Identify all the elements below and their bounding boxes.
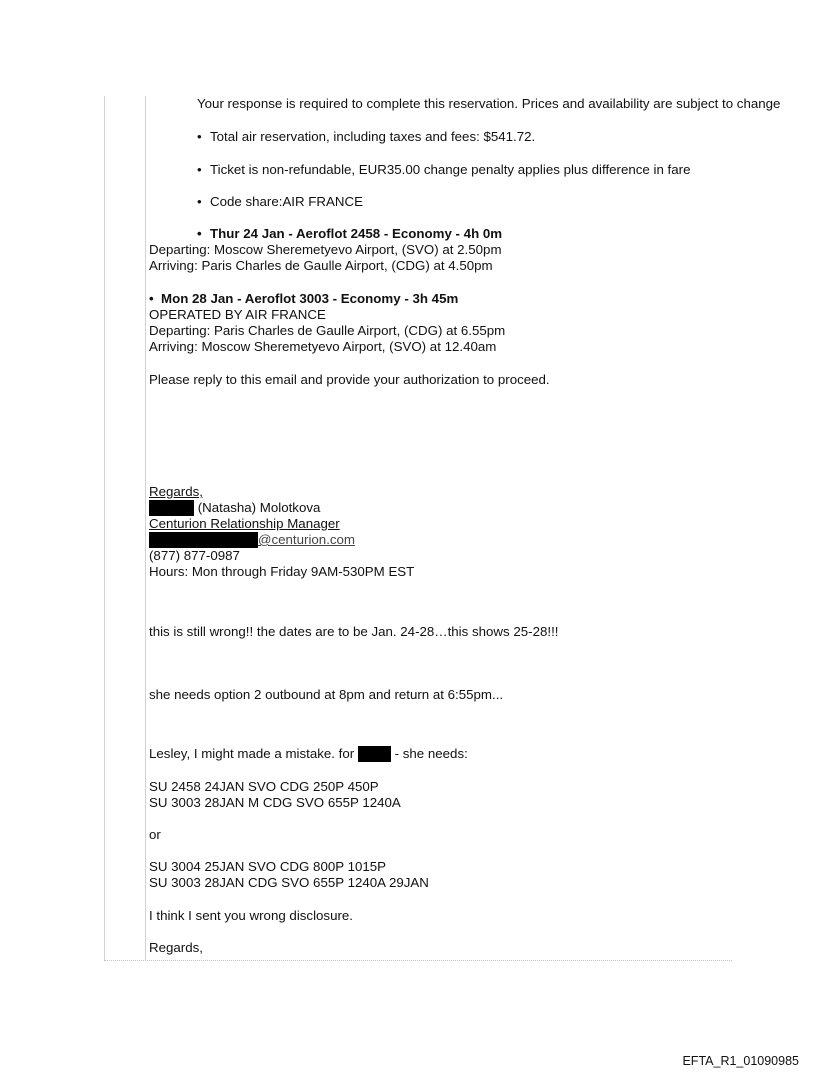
flight2-arriving: Arriving: Moscow Sheremetyevo Airport, (SVO) at 12.40am <box>149 339 497 354</box>
flight1-departing: Departing: Moscow Sheremetyevo Airport, (SVO) at 2.50pm <box>149 242 502 257</box>
flight1-arriving: Arriving: Paris Charles de Gaulle Airport, (CDG) at 4.50pm <box>149 258 493 273</box>
option1-line1: SU 2458 24JAN SVO CDG 250P 450P <box>149 779 379 794</box>
signature-name: (Natasha) Molotkova <box>197 500 321 515</box>
reply3-prefix: Lesley, I might made a mistake. for <box>149 746 355 761</box>
reply1-text: this is still wrong!! the dates are to be Jan. 24-28…this shows 25-28!!! <box>149 624 559 639</box>
message-bottom-divider <box>104 960 732 962</box>
reply3-suffix: - she needs: <box>394 746 468 761</box>
flight2-departing: Departing: Paris Charles de Gaulle Airport, (CDG) at 6.55pm <box>149 323 506 338</box>
quote-bar-outer <box>104 96 105 961</box>
intro-text: Your response is required to complete this reservation. Prices and availability are subject to change <box>197 96 781 111</box>
quote-bar-inner <box>145 96 146 961</box>
or-text: or <box>149 827 161 842</box>
bullet-icon: • <box>197 129 202 144</box>
reply3-intro-line <box>149 746 468 762</box>
flight2-operated: OPERATED BY AIR FRANCE <box>149 307 326 322</box>
bullet-ticket: Ticket is non-refundable, EUR35.00 change penalty applies plus difference in fare <box>210 162 691 177</box>
bullet-icon: • <box>149 291 154 306</box>
signature-email-line <box>149 532 355 548</box>
document-id: EFTA_R1_01090985 <box>682 1054 799 1068</box>
redaction-block <box>149 532 258 548</box>
signature-regards: Regards, <box>149 484 203 499</box>
signature-name-line <box>149 500 320 516</box>
option2-line1: SU 3004 25JAN SVO CDG 800P 1015P <box>149 859 387 874</box>
signature-phone: (877) 877-0987 <box>149 548 240 563</box>
bullet-icon: • <box>197 162 202 177</box>
bullet-icon: • <box>197 194 202 209</box>
bullet-codeshare: Code share:AIR FRANCE <box>210 194 363 209</box>
flight1-header: Thur 24 Jan - Aeroflot 2458 - Economy - 4h 0m <box>210 226 503 241</box>
signature-title: Centurion Relationship Manager <box>149 516 340 531</box>
signature-hours: Hours: Mon through Friday 9AM-530PM EST <box>149 564 415 579</box>
flight2-header: Mon 28 Jan - Aeroflot 3003 - Economy - 3h 45m <box>161 291 459 306</box>
redaction-block <box>358 746 391 762</box>
signature-email-link[interactable]: @centurion.com <box>258 532 356 547</box>
option1-line2: SU 3003 28JAN M CDG SVO 655P 1240A <box>149 795 401 810</box>
reply3-regards: Regards, <box>149 940 203 955</box>
option2-line2: SU 3003 28JAN CDG SVO 655P 1240A 29JAN <box>149 875 429 890</box>
redaction-block <box>149 500 194 516</box>
reply2-text: she needs option 2 outbound at 8pm and return at 6:55pm... <box>149 687 504 702</box>
disclosure-text: I think I sent you wrong disclosure. <box>149 908 353 923</box>
bullet-total: Total air reservation, including taxes and fees: $541.72. <box>210 129 536 144</box>
reply-request: Please reply to this email and provide your authorization to proceed. <box>149 372 550 387</box>
bullet-icon: • <box>197 226 202 241</box>
